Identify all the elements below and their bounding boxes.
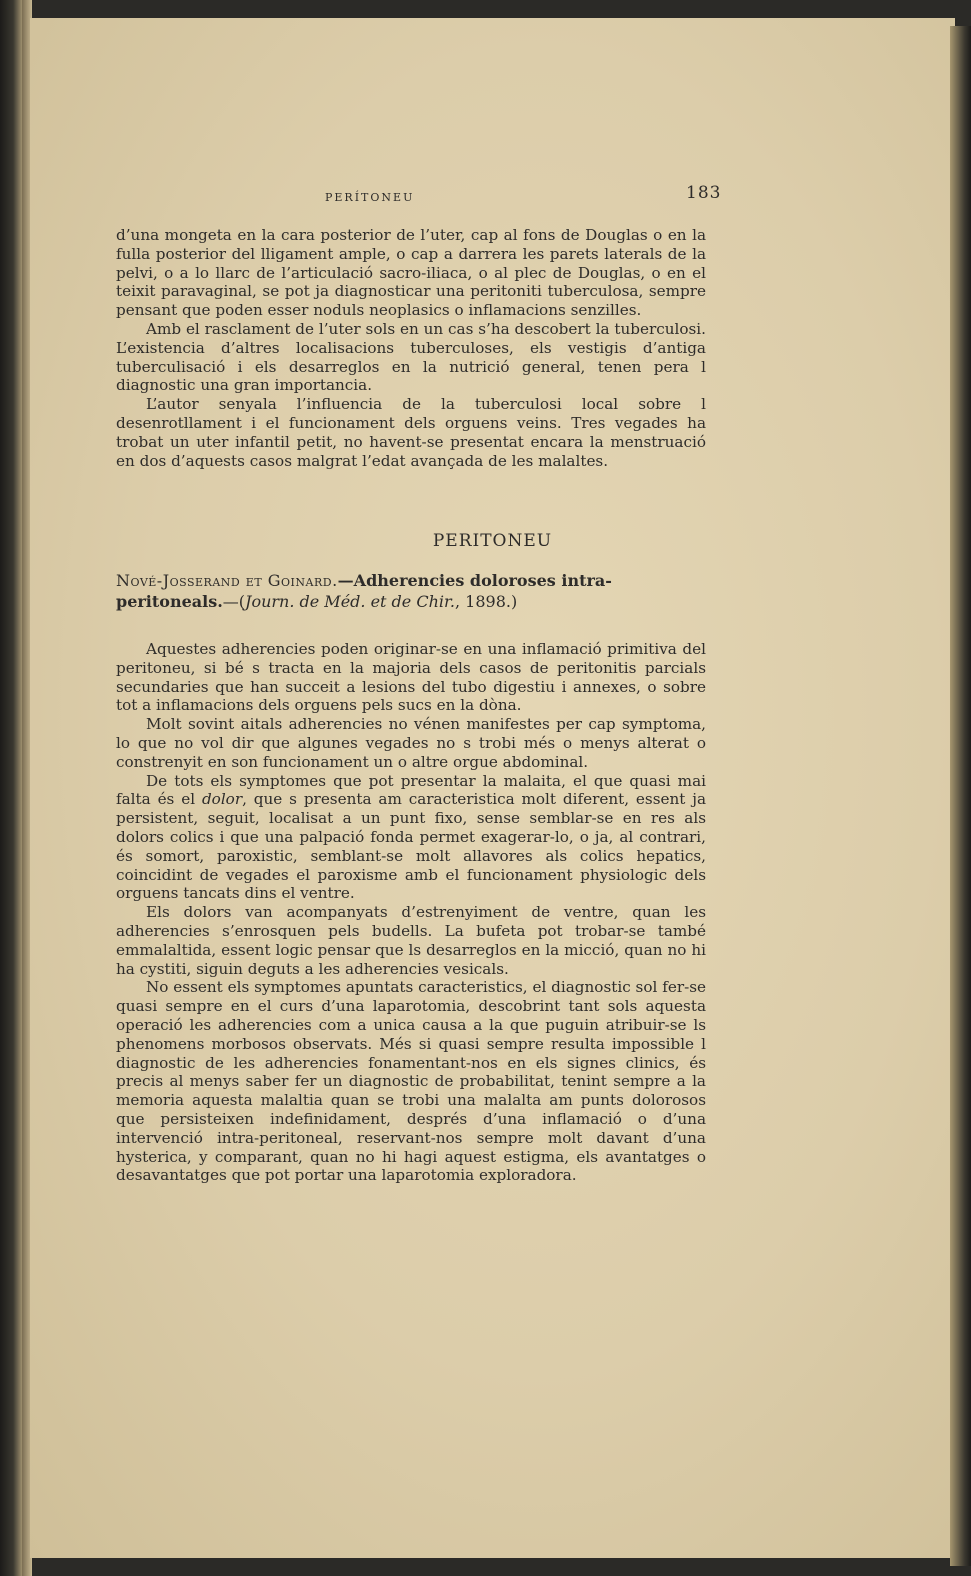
paragraph: Molt sovint aitals adherencies no vénen manifestes per cap symptoma, lo que no vol dir que algunes vegades no s trobi més o menys alterat o constrenyit en son funcionament un o altre orgue abdominal. (116, 715, 706, 771)
running-head (30, 183, 955, 213)
book-page (30, 18, 955, 1558)
running-head-title: PERÍTONEU (325, 191, 415, 204)
article-citation (116, 570, 706, 612)
paragraph: d’una mongeta en la cara posterior de l’uter, cap al fons de Douglas o en la fulla posterior del lligament ample, o cap a darrera les parets laterals de la pelvi, o a lo llarc de l’articulació sacro-iliaca, o al plec de Douglas, o en el teixit paravaginal, se pot ja diagnosticar una peritoniti tuberculosa, sempre pensant que poden esser noduls neoplasics o inflamacions senzilles. (116, 226, 706, 320)
paragraph: No essent els symptomes apuntats caracteristics, el diagnostic sol fer-se quasi sempre en el curs d’una laparotomia, descobrint tant sols aquesta operació les adherencies com a unica causa a la que puguin atribuir-se ls phenomens morbosos observats. Més si quasi sempre resulta impossible l diagnostic de les adherencies fonamentant-nos en els signes clinics, és precis al menys saber fer un diagnostic de probabilitat, tenint sempre a la memoria aquesta malaltia quan se trobi una malalta am punts dolorosos que persisteixen indefinidament, després d’una inflamació o d’una intervenció intra-peritoneal, reservant-nos sempre molt davant d’una hysterica, y comparant, quan no hi hagi aquest estigma, els avantatges o desavantatges que pot portar una laparotomia exploradora. (116, 978, 706, 1185)
citation-journal: Journ. de Méd. et de Chir. (245, 592, 455, 611)
emphasis-dolor: dolor (201, 790, 243, 809)
paragraph: Els dolors van acompanyats d’estrenyiment de ventre, quan les adherencies s’enrosquen pels budells. La bufeta pot trobar-se també emmalaltida, essent logic pensar que ls desarreglos en la micció, quan no hi ha cystiti, siguin deguts a les adherencies vesicals. (116, 903, 706, 978)
book-left-edge (0, 0, 22, 1576)
paragraph: L’autor senyala l’influencia de la tuberculosi local sobre l desenrotllament i el funcionament dels orguens veins. Tres vegades ha trobat un uter infantil petit, no havent-se presentat encara la menstruació en dos d’aquests casos malgrat l’edat avançada de les malaltes. (116, 395, 706, 470)
article-body (116, 640, 706, 1185)
citation-open-paren: ( (238, 592, 246, 611)
paragraph: Amb el rasclament de l’uter sols en un cas s’ha descobert la tuberculosi. L’existencia d’altres localisacions tuberculoses, els vestigis d’antiga tuberculisació i els desarreglos en la nutrició general, tenen pera l diagnostic una gran importancia. (116, 319, 706, 395)
section-heading: PERITONEU (432, 531, 553, 551)
continuation-text (116, 226, 706, 470)
article-authors: Nové-Josserand et Goinard. (116, 571, 338, 590)
paragraph (116, 772, 706, 904)
article-title: —Adherencies doloroses intra-peritoneals. (116, 571, 612, 611)
page-number: 183 (686, 183, 722, 203)
book-right-edge (950, 26, 971, 1566)
citation-dash: — (222, 592, 239, 611)
paragraph-text: , que s presenta am caracteristica molt diferent, essent ja persistent, seguit, localisat a un punt fixo, sense semblar-se en res als dolors colics i que una palpació fonda permet exagerar-lo, o ja, al contrari, és somort, paroxistic, semblant-se molt allavores als colics hepatics, coincidint de vegades el paroxisme amb el funcionament physiologic dels orguens tancats dins el ventre. (116, 790, 706, 903)
paragraph-text: De tots els symptomes que pot presentar la malaita, el que quasi mai falta és el (116, 771, 706, 809)
paragraph: Aquestes adherencies poden originar-se en una inflamació primitiva del peritoneu, si bé s tracta en la majoria dels casos de peritonitis parcials secundaries que han succeit a lesions del tubo digestiu i annexes, o sobre tot a inflamacions dels orguens pels sucs en la dòna. (116, 640, 706, 715)
citation-year: , 1898.) (455, 592, 518, 611)
